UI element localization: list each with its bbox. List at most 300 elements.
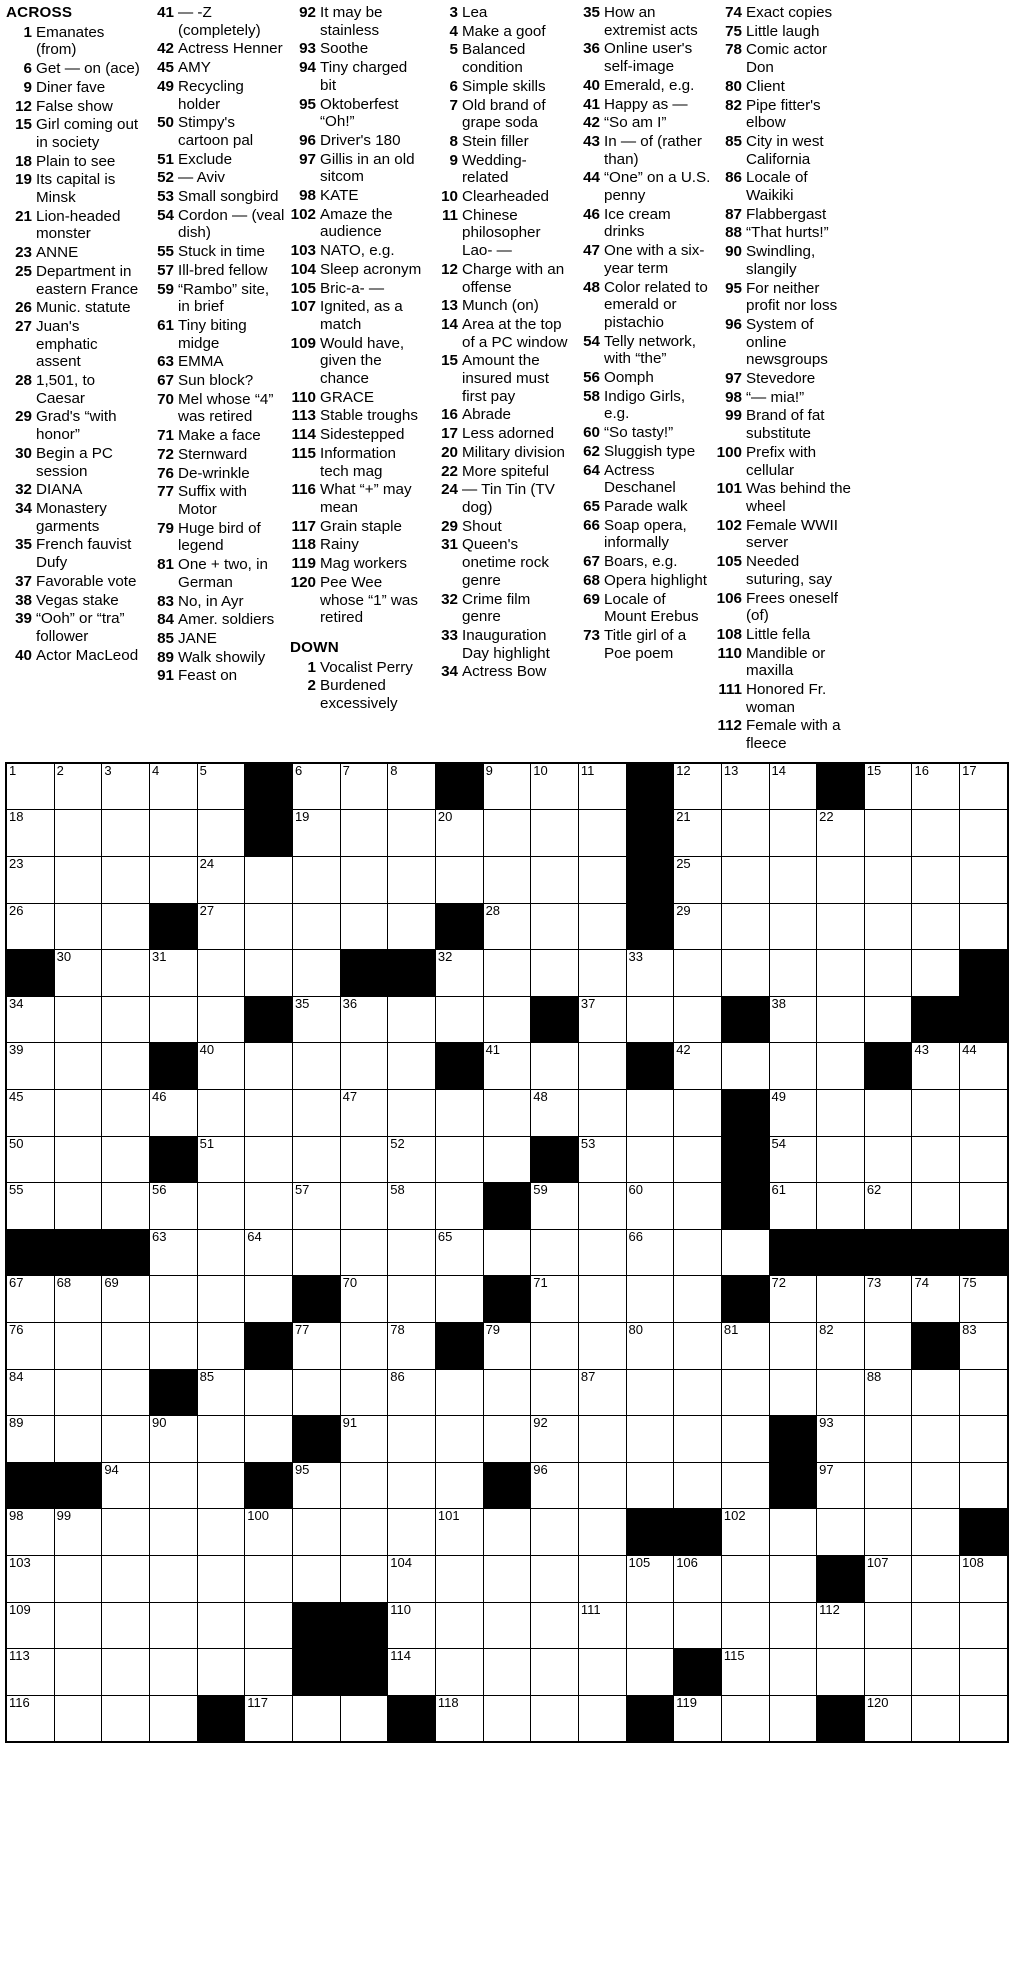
- grid-cell[interactable]: [292, 1322, 340, 1369]
- grid-cell[interactable]: [388, 1229, 436, 1276]
- grid-cell[interactable]: [674, 1462, 722, 1509]
- grid-cell[interactable]: [721, 1416, 769, 1463]
- clue-item[interactable]: [148, 78, 285, 113]
- grid-cell[interactable]: [197, 1183, 245, 1230]
- grid-cell[interactable]: [102, 1276, 150, 1323]
- grid-cell[interactable]: [292, 1043, 340, 1090]
- grid-cell[interactable]: [578, 1509, 626, 1556]
- clue-item[interactable]: [432, 663, 569, 681]
- grid-cell[interactable]: [149, 1229, 197, 1276]
- grid-cell[interactable]: [531, 1089, 579, 1136]
- grid-cell[interactable]: [817, 1602, 865, 1649]
- clue-item[interactable]: [290, 261, 427, 279]
- grid-cell[interactable]: [531, 810, 579, 857]
- clue-item[interactable]: [290, 206, 427, 241]
- grid-cell[interactable]: [292, 1136, 340, 1183]
- grid-cell[interactable]: [769, 1695, 817, 1742]
- grid-cell[interactable]: [149, 950, 197, 997]
- clue-item[interactable]: [148, 151, 285, 169]
- grid-cell[interactable]: [102, 1695, 150, 1742]
- grid-cell[interactable]: [960, 1089, 1008, 1136]
- grid-cell[interactable]: [54, 1416, 102, 1463]
- grid-cell[interactable]: [435, 1369, 483, 1416]
- grid-cell[interactable]: [197, 1136, 245, 1183]
- grid-cell[interactable]: [6, 1043, 54, 1090]
- grid-cell[interactable]: [197, 1043, 245, 1090]
- clue-item[interactable]: [290, 242, 427, 260]
- grid-cell[interactable]: [769, 1649, 817, 1696]
- grid-cell[interactable]: [674, 996, 722, 1043]
- grid-cell[interactable]: [292, 950, 340, 997]
- grid-cell[interactable]: [6, 903, 54, 950]
- grid-cell[interactable]: [388, 1416, 436, 1463]
- clue-item[interactable]: [6, 171, 143, 206]
- clue-item[interactable]: [432, 4, 569, 22]
- clue-item[interactable]: [290, 132, 427, 150]
- grid-cell[interactable]: [149, 1509, 197, 1556]
- grid-cell[interactable]: [912, 1043, 960, 1090]
- grid-cell[interactable]: [292, 1089, 340, 1136]
- grid-cell[interactable]: [149, 810, 197, 857]
- clue-item[interactable]: [148, 391, 285, 426]
- grid-cell[interactable]: [54, 1043, 102, 1090]
- clue-item[interactable]: [574, 591, 711, 626]
- grid-cell[interactable]: [674, 1555, 722, 1602]
- grid-cell[interactable]: [769, 1555, 817, 1602]
- grid-cell[interactable]: [531, 1183, 579, 1230]
- grid-cell[interactable]: [721, 1229, 769, 1276]
- grid-cell[interactable]: [531, 857, 579, 904]
- grid-cell[interactable]: [245, 1229, 293, 1276]
- grid-cell[interactable]: [483, 1555, 531, 1602]
- grid-cell[interactable]: [435, 1555, 483, 1602]
- grid-cell[interactable]: [483, 1509, 531, 1556]
- grid-cell[interactable]: [483, 1602, 531, 1649]
- grid-cell[interactable]: [626, 1276, 674, 1323]
- grid-cell[interactable]: [340, 1416, 388, 1463]
- grid-cell[interactable]: [292, 1183, 340, 1230]
- grid-cell[interactable]: [149, 763, 197, 810]
- grid-cell[interactable]: [54, 810, 102, 857]
- grid-cell[interactable]: [102, 1136, 150, 1183]
- clue-item[interactable]: [716, 553, 853, 588]
- clue-item[interactable]: [716, 370, 853, 388]
- grid-cell[interactable]: [292, 1555, 340, 1602]
- grid-cell[interactable]: [578, 1089, 626, 1136]
- grid-cell[interactable]: [6, 1509, 54, 1556]
- grid-cell[interactable]: [54, 857, 102, 904]
- grid-cell[interactable]: [769, 1509, 817, 1556]
- clue-item[interactable]: [432, 536, 569, 589]
- grid-cell[interactable]: [292, 1695, 340, 1742]
- grid-cell[interactable]: [817, 1649, 865, 1696]
- clue-item[interactable]: [432, 97, 569, 132]
- grid-cell[interactable]: [340, 1276, 388, 1323]
- grid-cell[interactable]: [102, 1183, 150, 1230]
- clue-item[interactable]: [432, 463, 569, 481]
- grid-cell[interactable]: [769, 1183, 817, 1230]
- grid-cell[interactable]: [674, 763, 722, 810]
- grid-cell[interactable]: [531, 1509, 579, 1556]
- grid-cell[interactable]: [197, 1369, 245, 1416]
- clue-item[interactable]: [574, 77, 711, 95]
- clue-item[interactable]: [148, 59, 285, 77]
- clue-item[interactable]: [148, 243, 285, 261]
- grid-cell[interactable]: [674, 1369, 722, 1416]
- clue-item[interactable]: [148, 649, 285, 667]
- grid-cell[interactable]: [340, 1183, 388, 1230]
- grid-cell[interactable]: [102, 1509, 150, 1556]
- grid-cell[interactable]: [531, 1276, 579, 1323]
- clue-item[interactable]: [6, 116, 143, 151]
- grid-cell[interactable]: [626, 1462, 674, 1509]
- grid-cell[interactable]: [54, 763, 102, 810]
- grid-cell[interactable]: [54, 1649, 102, 1696]
- clue-item[interactable]: [6, 445, 143, 480]
- grid-cell[interactable]: [102, 996, 150, 1043]
- clue-item[interactable]: [290, 426, 427, 444]
- grid-cell[interactable]: [149, 1276, 197, 1323]
- grid-cell[interactable]: [769, 763, 817, 810]
- grid-cell[interactable]: [578, 857, 626, 904]
- grid-cell[interactable]: [626, 1416, 674, 1463]
- grid-cell[interactable]: [54, 1602, 102, 1649]
- grid-cell[interactable]: [197, 1555, 245, 1602]
- clue-item[interactable]: [432, 352, 569, 405]
- clue-item[interactable]: [716, 169, 853, 204]
- clue-item[interactable]: [574, 369, 711, 387]
- grid-cell[interactable]: [197, 1416, 245, 1463]
- clue-item[interactable]: [432, 316, 569, 351]
- grid-cell[interactable]: [340, 857, 388, 904]
- grid-cell[interactable]: [626, 996, 674, 1043]
- grid-cell[interactable]: [960, 1416, 1008, 1463]
- crossword-grid[interactable]: [5, 762, 1009, 1743]
- grid-cell[interactable]: [483, 1229, 531, 1276]
- grid-cell[interactable]: [435, 1229, 483, 1276]
- grid-cell[interactable]: [769, 1043, 817, 1090]
- grid-cell[interactable]: [912, 763, 960, 810]
- grid-cell[interactable]: [721, 1043, 769, 1090]
- grid-cell[interactable]: [292, 763, 340, 810]
- grid-cell[interactable]: [54, 1276, 102, 1323]
- grid-cell[interactable]: [6, 1183, 54, 1230]
- grid-cell[interactable]: [435, 1649, 483, 1696]
- grid-cell[interactable]: [483, 763, 531, 810]
- grid-cell[interactable]: [864, 1089, 912, 1136]
- grid-cell[interactable]: [6, 1136, 54, 1183]
- grid-cell[interactable]: [864, 810, 912, 857]
- grid-cell[interactable]: [388, 1649, 436, 1696]
- grid-cell[interactable]: [531, 1649, 579, 1696]
- grid-cell[interactable]: [6, 1089, 54, 1136]
- grid-cell[interactable]: [960, 1602, 1008, 1649]
- grid-cell[interactable]: [674, 903, 722, 950]
- grid-cell[interactable]: [245, 1555, 293, 1602]
- grid-cell[interactable]: [149, 1555, 197, 1602]
- grid-cell[interactable]: [674, 1276, 722, 1323]
- grid-cell[interactable]: [912, 1602, 960, 1649]
- clue-item[interactable]: [432, 425, 569, 443]
- clue-item[interactable]: [574, 279, 711, 332]
- grid-cell[interactable]: [149, 1183, 197, 1230]
- grid-cell[interactable]: [388, 1462, 436, 1509]
- grid-cell[interactable]: [340, 810, 388, 857]
- clue-item[interactable]: [432, 41, 569, 76]
- grid-cell[interactable]: [817, 1509, 865, 1556]
- grid-cell[interactable]: [388, 1089, 436, 1136]
- clue-item[interactable]: [716, 444, 853, 479]
- grid-cell[interactable]: [149, 1462, 197, 1509]
- grid-cell[interactable]: [769, 1136, 817, 1183]
- clue-item[interactable]: [432, 406, 569, 424]
- clue-item[interactable]: [574, 572, 711, 590]
- grid-cell[interactable]: [817, 950, 865, 997]
- grid-cell[interactable]: [483, 1369, 531, 1416]
- grid-cell[interactable]: [149, 1322, 197, 1369]
- clue-item[interactable]: [290, 574, 427, 627]
- clue-item[interactable]: [574, 333, 711, 368]
- grid-cell[interactable]: [817, 996, 865, 1043]
- clue-item[interactable]: [432, 518, 569, 536]
- grid-cell[interactable]: [483, 950, 531, 997]
- grid-cell[interactable]: [388, 1509, 436, 1556]
- grid-cell[interactable]: [578, 1649, 626, 1696]
- grid-cell[interactable]: [817, 1043, 865, 1090]
- clue-item[interactable]: [716, 78, 853, 96]
- grid-cell[interactable]: [817, 1322, 865, 1369]
- grid-cell[interactable]: [626, 950, 674, 997]
- grid-cell[interactable]: [197, 1602, 245, 1649]
- grid-cell[interactable]: [197, 1322, 245, 1369]
- clue-item[interactable]: [148, 317, 285, 352]
- grid-cell[interactable]: [388, 903, 436, 950]
- grid-cell[interactable]: [245, 1183, 293, 1230]
- grid-cell[interactable]: [6, 1602, 54, 1649]
- grid-cell[interactable]: [197, 857, 245, 904]
- grid-cell[interactable]: [817, 1462, 865, 1509]
- grid-cell[interactable]: [960, 1369, 1008, 1416]
- clue-item[interactable]: [6, 24, 143, 59]
- clue-item[interactable]: [6, 263, 143, 298]
- grid-cell[interactable]: [578, 810, 626, 857]
- grid-cell[interactable]: [54, 1509, 102, 1556]
- grid-cell[interactable]: [435, 1509, 483, 1556]
- grid-cell[interactable]: [578, 996, 626, 1043]
- clue-item[interactable]: [574, 169, 711, 204]
- grid-cell[interactable]: [864, 903, 912, 950]
- grid-cell[interactable]: [721, 903, 769, 950]
- grid-cell[interactable]: [6, 996, 54, 1043]
- clue-item[interactable]: [148, 556, 285, 591]
- grid-cell[interactable]: [197, 810, 245, 857]
- grid-cell[interactable]: [102, 1369, 150, 1416]
- clue-item[interactable]: [148, 520, 285, 555]
- grid-cell[interactable]: [721, 1462, 769, 1509]
- grid-cell[interactable]: [292, 1229, 340, 1276]
- grid-cell[interactable]: [197, 1276, 245, 1323]
- grid-cell[interactable]: [388, 1602, 436, 1649]
- grid-cell[interactable]: [721, 857, 769, 904]
- grid-cell[interactable]: [54, 1555, 102, 1602]
- grid-cell[interactable]: [578, 1043, 626, 1090]
- grid-cell[interactable]: [674, 1136, 722, 1183]
- grid-cell[interactable]: [960, 1695, 1008, 1742]
- grid-cell[interactable]: [483, 1649, 531, 1696]
- grid-cell[interactable]: [149, 1649, 197, 1696]
- grid-cell[interactable]: [483, 810, 531, 857]
- grid-cell[interactable]: [674, 1089, 722, 1136]
- grid-cell[interactable]: [578, 950, 626, 997]
- grid-cell[interactable]: [912, 1183, 960, 1230]
- grid-cell[interactable]: [292, 1369, 340, 1416]
- grid-cell[interactable]: [912, 1136, 960, 1183]
- grid-cell[interactable]: [864, 1322, 912, 1369]
- grid-cell[interactable]: [960, 1043, 1008, 1090]
- grid-cell[interactable]: [817, 1089, 865, 1136]
- grid-cell[interactable]: [864, 1416, 912, 1463]
- grid-cell[interactable]: [149, 1695, 197, 1742]
- grid-cell[interactable]: [721, 1369, 769, 1416]
- grid-cell[interactable]: [531, 1229, 579, 1276]
- clue-item[interactable]: [716, 4, 853, 22]
- grid-cell[interactable]: [102, 857, 150, 904]
- clue-item[interactable]: [432, 207, 569, 260]
- clue-item[interactable]: [6, 318, 143, 371]
- clue-item[interactable]: [574, 517, 711, 552]
- grid-cell[interactable]: [626, 1649, 674, 1696]
- clue-item[interactable]: [716, 23, 853, 41]
- clue-item[interactable]: [432, 188, 569, 206]
- grid-cell[interactable]: [674, 857, 722, 904]
- grid-cell[interactable]: [674, 950, 722, 997]
- grid-cell[interactable]: [721, 1555, 769, 1602]
- grid-cell[interactable]: [769, 950, 817, 997]
- grid-cell[interactable]: [960, 1555, 1008, 1602]
- grid-cell[interactable]: [912, 1276, 960, 1323]
- grid-cell[interactable]: [960, 810, 1008, 857]
- grid-cell[interactable]: [292, 810, 340, 857]
- grid-cell[interactable]: [578, 1416, 626, 1463]
- grid-cell[interactable]: [197, 903, 245, 950]
- clue-item[interactable]: [148, 667, 285, 685]
- clue-item[interactable]: [6, 408, 143, 443]
- grid-cell[interactable]: [102, 903, 150, 950]
- clue-item[interactable]: [574, 114, 711, 132]
- grid-cell[interactable]: [864, 1183, 912, 1230]
- clue-item[interactable]: [716, 645, 853, 680]
- grid-cell[interactable]: [54, 1322, 102, 1369]
- clue-item[interactable]: [148, 427, 285, 445]
- grid-cell[interactable]: [531, 1322, 579, 1369]
- grid-cell[interactable]: [864, 1602, 912, 1649]
- grid-cell[interactable]: [6, 763, 54, 810]
- grid-cell[interactable]: [340, 1043, 388, 1090]
- clue-item[interactable]: [432, 152, 569, 187]
- grid-cell[interactable]: [578, 1229, 626, 1276]
- clue-item[interactable]: [574, 133, 711, 168]
- clue-item[interactable]: [148, 262, 285, 280]
- grid-cell[interactable]: [864, 996, 912, 1043]
- clue-item[interactable]: [6, 153, 143, 171]
- clue-item[interactable]: [290, 677, 427, 712]
- grid-cell[interactable]: [912, 810, 960, 857]
- grid-cell[interactable]: [626, 1229, 674, 1276]
- grid-cell[interactable]: [483, 857, 531, 904]
- grid-cell[interactable]: [578, 763, 626, 810]
- grid-cell[interactable]: [769, 903, 817, 950]
- clue-item[interactable]: [574, 627, 711, 662]
- grid-cell[interactable]: [483, 1695, 531, 1742]
- grid-cell[interactable]: [435, 1183, 483, 1230]
- clue-item[interactable]: [716, 280, 853, 315]
- grid-cell[interactable]: [6, 1276, 54, 1323]
- grid-cell[interactable]: [388, 763, 436, 810]
- clue-item[interactable]: [290, 659, 427, 677]
- clue-item[interactable]: [290, 96, 427, 131]
- grid-cell[interactable]: [245, 1649, 293, 1696]
- grid-cell[interactable]: [435, 1695, 483, 1742]
- grid-cell[interactable]: [340, 1462, 388, 1509]
- grid-cell[interactable]: [817, 1416, 865, 1463]
- clue-item[interactable]: [6, 536, 143, 571]
- clue-item[interactable]: [290, 151, 427, 186]
- grid-cell[interactable]: [54, 1136, 102, 1183]
- grid-cell[interactable]: [149, 1416, 197, 1463]
- grid-cell[interactable]: [54, 950, 102, 997]
- clue-item[interactable]: [6, 208, 143, 243]
- grid-cell[interactable]: [912, 1416, 960, 1463]
- clue-item[interactable]: [574, 388, 711, 423]
- clue-item[interactable]: [290, 536, 427, 554]
- clue-item[interactable]: [148, 169, 285, 187]
- grid-cell[interactable]: [721, 1602, 769, 1649]
- grid-cell[interactable]: [245, 1602, 293, 1649]
- clue-item[interactable]: [290, 518, 427, 536]
- grid-cell[interactable]: [340, 1322, 388, 1369]
- grid-cell[interactable]: [817, 1369, 865, 1416]
- grid-cell[interactable]: [864, 1649, 912, 1696]
- grid-cell[interactable]: [54, 1695, 102, 1742]
- grid-cell[interactable]: [388, 1276, 436, 1323]
- grid-cell[interactable]: [292, 1462, 340, 1509]
- grid-cell[interactable]: [864, 1276, 912, 1323]
- grid-cell[interactable]: [340, 1369, 388, 1416]
- grid-cell[interactable]: [149, 857, 197, 904]
- clue-item[interactable]: [716, 480, 853, 515]
- clue-item[interactable]: [432, 133, 569, 151]
- grid-cell[interactable]: [626, 1602, 674, 1649]
- grid-cell[interactable]: [340, 1229, 388, 1276]
- grid-cell[interactable]: [817, 1136, 865, 1183]
- clue-item[interactable]: [290, 280, 427, 298]
- grid-cell[interactable]: [531, 1602, 579, 1649]
- grid-cell[interactable]: [6, 1555, 54, 1602]
- grid-cell[interactable]: [388, 810, 436, 857]
- grid-cell[interactable]: [483, 1043, 531, 1090]
- grid-cell[interactable]: [483, 996, 531, 1043]
- clue-item[interactable]: [716, 626, 853, 644]
- clue-item[interactable]: [574, 498, 711, 516]
- clue-item[interactable]: [290, 4, 427, 39]
- clue-item[interactable]: [432, 444, 569, 462]
- grid-cell[interactable]: [674, 1183, 722, 1230]
- grid-cell[interactable]: [578, 903, 626, 950]
- grid-cell[interactable]: [769, 1322, 817, 1369]
- grid-cell[interactable]: [674, 1602, 722, 1649]
- grid-cell[interactable]: [340, 996, 388, 1043]
- clue-item[interactable]: [6, 244, 143, 262]
